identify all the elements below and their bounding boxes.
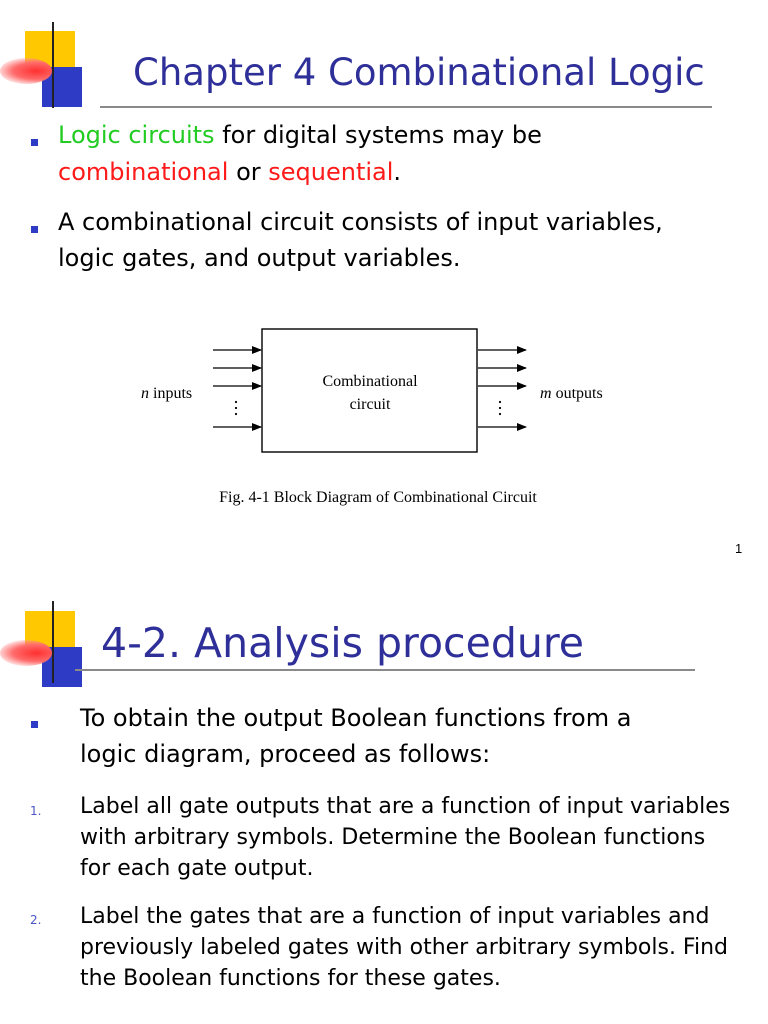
page-number: 1	[735, 541, 743, 556]
step-2-line-3: the Boolean functions for these gates.	[80, 966, 501, 991]
bullet-square-icon	[31, 139, 38, 146]
input-ellipsis	[235, 401, 237, 415]
slide-title: 4-2. Analysis procedure	[101, 619, 585, 667]
step-2-number: 2.	[30, 913, 42, 927]
bullet-square-icon	[31, 721, 38, 728]
term-sequential: sequential	[268, 158, 394, 186]
intro-line-2: logic diagram, proceed as follows:	[80, 740, 491, 768]
outputs-label: m outputs	[540, 385, 603, 402]
step-1-number: 1.	[30, 804, 42, 818]
bullet-1-line-1: Logic circuits for digital systems may be	[58, 121, 542, 149]
input-arrows	[213, 350, 261, 427]
title-rule	[75, 669, 695, 671]
step-1-line-1: Label all gate outputs that are a function of input variables	[80, 794, 731, 819]
box-label-line-1: Combinational	[322, 373, 418, 390]
step-2-line-1: Label the gates that are a function of input variables and	[80, 904, 710, 929]
step-1-line-3: for each gate output.	[80, 856, 314, 881]
step-2-line-2: previously labeled gates with other arbitrary symbols. Find	[80, 935, 729, 960]
box-label-line-2: circuit	[349, 396, 391, 413]
title-rule	[100, 106, 712, 108]
intro-line-1: To obtain the output Boolean functions from a	[80, 704, 632, 732]
figure-caption: Fig. 4-1 Block Diagram of Combinational Circuit	[219, 489, 537, 506]
slide-title: Chapter 4 Combinational Logic	[133, 51, 705, 94]
corner-logo-icon	[0, 0, 100, 110]
bullet-square-icon	[31, 226, 38, 233]
step-1-line-2: with arbitrary symbols. Determine the Boolean functions	[80, 825, 706, 850]
combinational-circuit-box	[262, 329, 477, 452]
corner-logo-icon	[0, 574, 100, 684]
term-combinational: combinational	[58, 158, 229, 186]
bullet-1-line-2: combinational or sequential.	[58, 158, 402, 186]
term-logic-circuits: Logic circuits	[58, 121, 215, 149]
block-diagram-figure	[140, 320, 620, 520]
output-ellipsis	[499, 401, 501, 415]
output-arrows	[478, 350, 526, 427]
bullet-2-line-1: A combinational circuit consists of input variables,	[58, 208, 663, 236]
slide-2	[0, 512, 768, 1024]
bullet-2-line-2: logic gates, and output variables.	[58, 244, 461, 272]
inputs-label: n inputs	[141, 385, 193, 402]
